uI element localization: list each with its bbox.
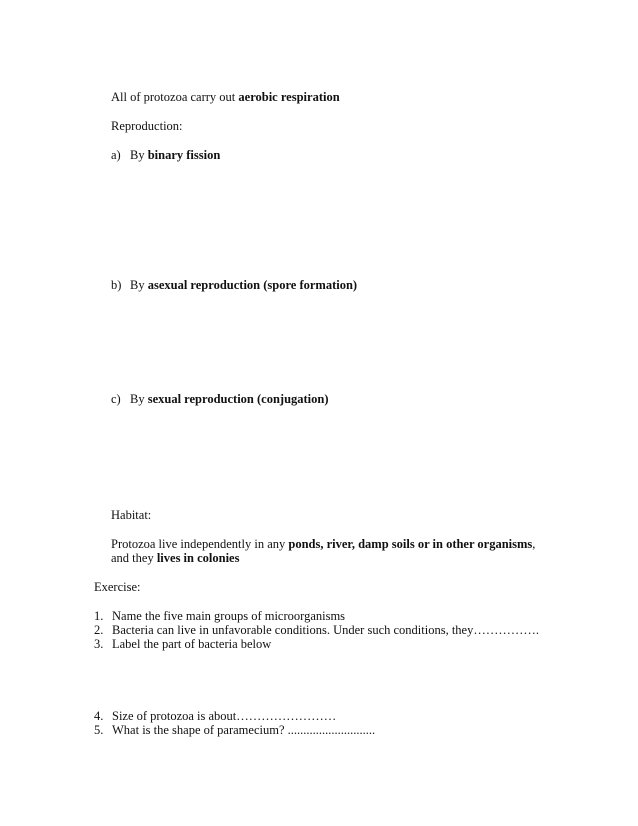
exercise-question-1: 1. Name the five main groups of microorganisms <box>94 609 346 623</box>
list-marker: c) <box>111 392 121 406</box>
exercise-question-3: 3. Label the part of bacteria below <box>94 637 272 651</box>
exercise-question-4: 4. Size of protozoa is about…………………… <box>94 709 337 723</box>
reproduction-heading: Reproduction: <box>111 119 183 133</box>
exercise-question-2: 2. Bacteria can live in unfavorable conditions. Under such conditions, they……………. <box>94 623 539 637</box>
question-number: 1. <box>94 609 104 623</box>
respiration-sentence: All of protozoa carry out aerobic respiration <box>111 90 340 104</box>
question-number: 3. <box>94 637 104 651</box>
reproduction-item-c: c) By sexual reproduction (conjugation) <box>111 392 329 406</box>
question-number: 5. <box>94 723 104 737</box>
reproduction-item-a: a) By binary fission <box>111 148 221 162</box>
habitat-heading: Habitat: <box>111 508 152 522</box>
respiration-term: aerobic respiration <box>238 90 340 104</box>
list-marker: a) <box>111 148 121 162</box>
question-number: 4. <box>94 709 104 723</box>
reproduction-item-b: b) By asexual reproduction (spore formation) <box>111 278 358 292</box>
list-marker: b) <box>111 278 122 292</box>
question-number: 2. <box>94 623 104 637</box>
exercise-heading: Exercise: <box>94 580 141 594</box>
habitat-line-1: Protozoa live independently in any ponds, river, damp soils or in other organisms, <box>111 537 536 551</box>
exercise-question-5: 5. What is the shape of paramecium? ............................ <box>94 723 376 737</box>
habitat-line-2: and they lives in colonies <box>111 551 240 565</box>
